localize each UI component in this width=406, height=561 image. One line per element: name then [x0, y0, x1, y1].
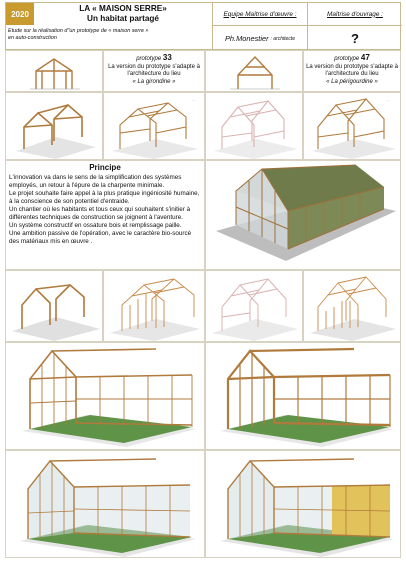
project-description [8, 28, 208, 42]
build-axo-1 [5, 270, 103, 342]
greenhouse-perspective-render [205, 160, 401, 270]
build-axo-3 [205, 270, 303, 342]
elevation-perigourdine [205, 50, 303, 92]
principe-paragraph-2: Le projet souhaite faire appel à la plus pratique ingéniosité humaine, à la conscience de son potentiel d'entraide. [9, 190, 200, 205]
principe-paragraph-1: L'innovation va dans le sens de la simplification des systèmes employés, un retour à l'épure de la charpente minimale. [9, 174, 182, 189]
drawing-note: ···· [386, 98, 390, 102]
prototype-47-number: 47 [360, 53, 370, 62]
frame-girondine-axo-1 [5, 92, 103, 160]
description-line-2: en auto-construction [8, 35, 57, 41]
build-axo-2 [103, 270, 205, 342]
glazed-render-right [205, 450, 401, 558]
title-line-1: LA « MAISON SERRE» [79, 4, 167, 13]
glazed-render-left [5, 450, 205, 558]
prototype-33-line1: La version du prototype s'adapte à [108, 63, 200, 70]
principe-paragraph-4: Un système constructif en ossature bois et remplissage paille. [9, 222, 182, 229]
description-line-1: Etude sur la réalisation d''un prototype de « maison serre » [8, 28, 149, 34]
prototype-47-line2: l'architecture du lieu [325, 71, 379, 77]
principe-paragraph-5: Une ambition passive de l'opération, avec le caractère bio-sourcé des matériaux mis en œuvre . [9, 230, 192, 245]
principe-section [5, 160, 205, 270]
prototype-47-label: prototype [334, 56, 360, 62]
drawing-note: ···· [192, 98, 196, 102]
maitrise-heading: Maîtrise d'ouvrage : [307, 3, 402, 25]
prototype-33-number: 33 [162, 53, 172, 62]
frame-girondine-axo-2 [103, 92, 205, 160]
prototype-47-caption [303, 50, 401, 92]
equipe-heading: Equipe Maîtrise d'œuvre : [212, 3, 307, 25]
title-line-2: Un habitat partagé [87, 14, 159, 23]
page [5, 2, 401, 558]
header [5, 2, 401, 50]
prototype-47-line1: La version du prototype s'adapte à [306, 63, 398, 70]
elevation-girondine [5, 50, 103, 92]
architect-role: : architecte [270, 35, 295, 42]
frame-render-right [205, 342, 401, 450]
frame-perigourdine-axo-1 [205, 92, 303, 160]
year-badge: 2020 [6, 3, 34, 25]
architect-name: Ph.Monestier [224, 34, 269, 43]
prototype-33-label: prototype [136, 56, 162, 62]
prototype-47-place: « La périgourdine » [326, 78, 378, 85]
page-title [34, 3, 212, 25]
frame-perigourdine-axo-2 [303, 92, 401, 160]
prototype-33-caption [103, 50, 205, 92]
prototype-33-place: « La girondine » [132, 78, 176, 85]
frame-render-left [5, 342, 205, 450]
build-axo-4 [303, 270, 401, 342]
prototype-33-line2: l'architecture du lieu [127, 71, 181, 77]
principe-title: Principe [89, 163, 121, 172]
principe-paragraph-3: Un chantier où les habitants et tous ceux qui souhaitent s'initier à différentes techniques de construction se joignent à l'aventure. [9, 206, 191, 221]
client-value: ? [307, 25, 402, 51]
architect [212, 25, 307, 51]
